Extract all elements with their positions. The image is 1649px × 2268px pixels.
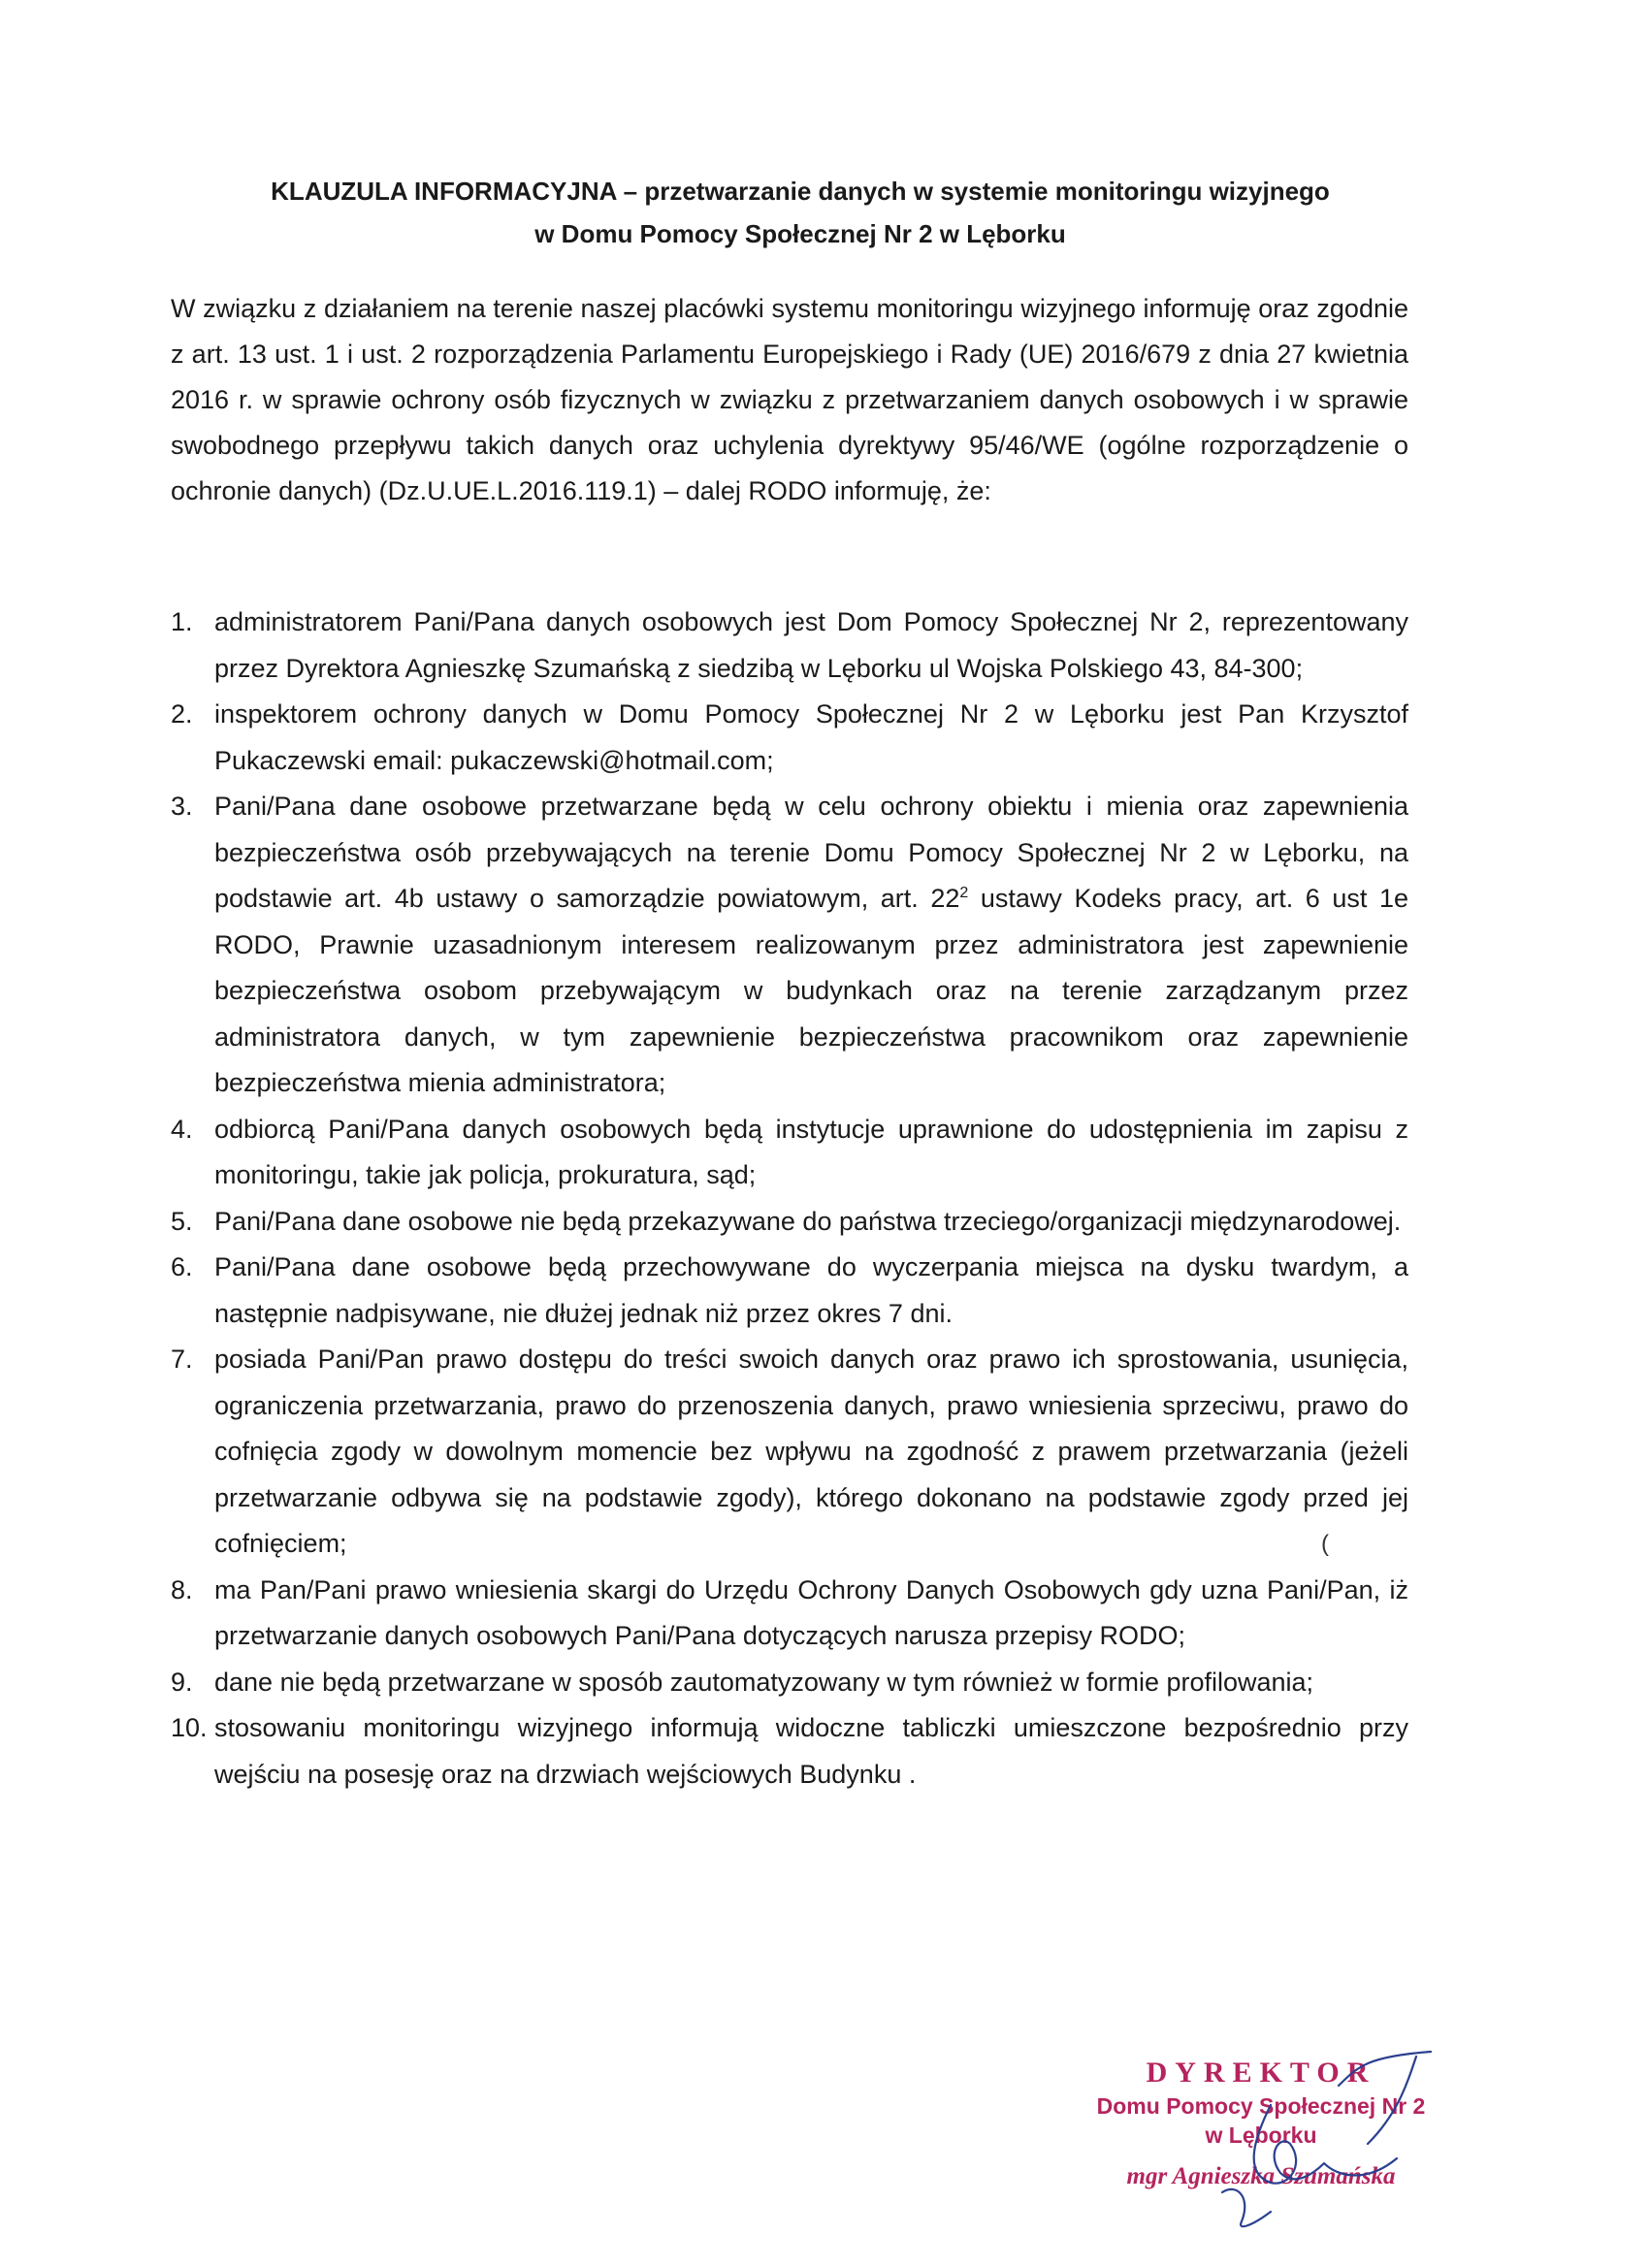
item-number: 7. [171,1345,193,1374]
handwritten-signature [1048,2027,1455,2241]
title-line-1: KLAUZULA INFORMACYJNA – przetwarzanie danych w systemie monitoringu wizyjnego [271,177,1330,206]
list-item [171,1705,1408,1798]
item-text: stosowaniu monitoringu wizyjnego informują widoczne tabliczki umieszczone bezpośrednio przy wejściu na posesję oraz na drzwiach wejściowych Budynku . [214,1713,1408,1789]
item-text-part-a: Pani/Pana dane osobowe przetwarzane będą w celu ochrony obiektu i mienia oraz zapewnienia bezpieczeństwa osób przebywających na terenie Domu Pomocy Społecznej Nr 2 w Lęborku, na podstawie art. 4b ustawy o samorządzie powiatowym, art. 22 [214,792,1408,913]
pen-mark: ( [1321,1531,1329,1557]
item-text: Pani/Pana dane osobowe będą przechowywane do wyczerpania miejsca na dysku twardym, a następnie nadpisywane, nie dłużej jednak niż przez okres 7 dni. [214,1252,1408,1328]
item-number: 1. [171,607,193,636]
item-text [214,792,1408,1097]
superscript: 2 [959,885,969,901]
list-item [171,1660,1408,1706]
stamp-title: DYREKTOR [1146,2057,1376,2089]
item-text: ma Pan/Pani prawo wniesienia skargi do Urzędu Ochrony Danych Osobowych gdy uzna Pani/Pan, iż przetwarzanie danych osobowych Pani/Pana dotyczących narusza przepisy RODO; [214,1574,1408,1650]
intro-paragraph: W związku z działaniem na terenie naszej placówki systemu monitoringu wizyjnego informuję oraz zgodnie z art. 13 ust. 1 i ust. 2 rozporządzenia Parlamentu Europejskiego i Rady (UE) 2016/679 z dnia 27 kwietnia 2016 r. w sprawie ochrony osób fizycznych w związku z przetwarzaniem danych osobowych i w sprawie swobodnego przepływu takich danych oraz uchylenia dyrektywy 95/46/WE (ogólne rozporządzenie o ochronie danych) (Dz.U.UE.L.2016.119.1) – dalej RODO informuję, że: [171,294,1408,505]
item-text: inspektorem ochrony danych w Domu Pomocy Społecznej Nr 2 w Lęborku jest Pan Krzysztof Pukaczewski email: pukaczewski@hotmail.com; [214,699,1408,775]
item-text: Pani/Pana dane osobowe nie będą przekazywane do państwa trzeciego/organizacji międzynarodowej. [214,1206,1402,1236]
item-number: 3. [171,792,193,821]
item-number: 10. [171,1713,208,1742]
item-text: dane nie będą przetwarzane w sposób zautomatyzowany w tym również w formie profilowania; [214,1667,1314,1697]
list-item [171,1199,1408,1246]
item-number: 9. [171,1667,193,1697]
item-number: 4. [171,1114,193,1144]
list-item [171,1568,1408,1660]
stamp-location: w Lęborku [1205,2122,1317,2148]
list-item [171,599,1408,692]
title-line-2: w Domu Pomocy Społecznej Nr 2 w Lęborku [534,219,1066,248]
list-item [171,1245,1408,1337]
item-number: 2. [171,699,193,729]
item-number: 5. [171,1206,193,1236]
item-text: posiada Pani/Pan prawo dostępu do treści swoich danych oraz prawo ich sprostowania, usunięcia, ograniczenia przetwarzania, prawo do przenoszenia danych, prawo wniesienia sprzeciwu, prawo do cofnięcia zgody w dowolnym momencie bez wpływu na zgodność z prawem przetwarzania (jeżeli przetwarzanie odbywa się na podstawie zgody), którego dokonano na podstawie zgody przed jej cofnięciem; [214,1345,1408,1558]
item-text: odbiorcą Pani/Pana danych osobowych będą instytucje uprawnione do udostępnienia im zapisu z monitoringu, takie jak policja, prokuratura, sąd; [214,1114,1408,1189]
item-number: 6. [171,1252,193,1281]
document-title [175,170,1426,255]
item-text: administratorem Pani/Pana danych osobowych jest Dom Pomocy Społecznej Nr 2, reprezentowany przez Dyrektora Agnieszkę Szumańską z siedzibą w Lęborku ul Wojska Polskiego 43, 84-300; [214,607,1408,683]
clause-list [171,599,1408,1798]
list-item [171,1337,1408,1568]
list-item [171,1107,1408,1199]
item-number: 8. [171,1574,193,1604]
list-item [171,692,1408,784]
stamp-name: mgr Agnieszka Szumańska [1126,2163,1396,2189]
stamp-institution: Domu Pomocy Społecznej Nr 2 [1096,2093,1426,2119]
item-text-part-b: ustawy Kodeks pracy, art. 6 ust 1e RODO, Prawnie uzasadnionym interesem realizowanym przez administratora jest zapewnienie bezpieczeństwa osobom przebywającym w budynkach oraz na terenie zarządzanym przez administratora danych, w tym zapewnienie bezpieczeństwa pracownikom oraz zapewnienie bezpieczeństwa mienia administratora; [214,884,1408,1097]
list-item [171,784,1408,1107]
